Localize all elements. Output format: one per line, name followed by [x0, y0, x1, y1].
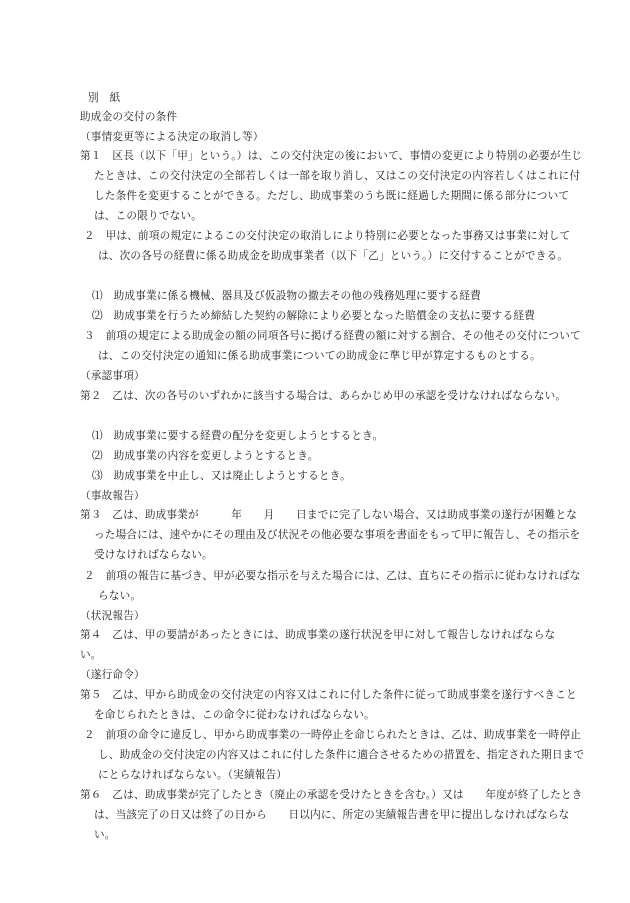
article-4: 第４ 乙は、甲の要請があったときには、助成事業の遂行状況を甲に対して報告しなければならない。: [80, 629, 556, 661]
section-heading: （承認事項）: [80, 370, 145, 382]
list-item: ⑴ 助成事業に要する経費の配分を変更しようとするとき。: [92, 430, 384, 442]
article-2: 第２ 乙は、次の各号のいずれかに該当する場合は、あらかじめ甲の承認を受けなければならない。: [80, 390, 567, 402]
section-heading: （状況報告）: [80, 610, 145, 622]
appendix-label: 別 紙: [88, 92, 121, 104]
article-1-paragraph-2: ２ 甲は、前項の規定によるこの交付決定の取消しにより特別に必要となった事務又は事業に対しては、次の各号の経費に係る助成金を助成事業者（以下「乙」という。）に交付することができる。: [84, 230, 571, 262]
document-title: 助成金の交付の条件: [80, 111, 178, 123]
section-heading: （遂行命令）: [80, 669, 145, 681]
article-3: 第３ 乙は、助成事業が 年 月 日までに完了しない場合、又は助成事業の遂行が困難となった場合には、速やかにその理由及び状況その他必要な事項を書面をもって甲に報告し、その指示を受けなければならない。: [80, 509, 581, 561]
article-3-paragraph-2: ２ 前項の報告に基づき、甲が必要な指示を与えた場合には、乙は、直ちにその指示に従わなければならない。: [84, 570, 581, 602]
section-heading: （事情変更等による決定の取消し等）: [80, 131, 264, 143]
list-item: ⑴ 助成事業に係る機械、器具及び仮設物の撤去その他の残務処理に要する経費: [92, 290, 482, 302]
article-5: 第５ 乙は、甲から助成金の交付決定の内容又はこれに付した条件に従って助成事業を遂行すべきことを命じられたときは、この命令に従わなければならない。: [80, 689, 577, 721]
article-5-paragraph-2: ２ 前項の命令に違反し、甲から助成事業の一時停止を命じられたときは、乙は、助成事業を一時停止し、助成金の交付決定の内容又はこれに付した条件に適合させるための措置を、指定された期日までにとらなければならない。（実績報告）: [84, 729, 585, 781]
list-item: ⑵ 助成事業を行うため締結した契約の解除により必要となった賠償金の支払に要する経費: [92, 310, 536, 322]
article-1-paragraph-3: ３ 前項の規定による助成金の額の同項各号に掲げる経費の額に対する割合、その他その交付については、この交付決定の通知に係る助成事業についての助成金に準じ甲が算定するものとする。: [84, 330, 581, 362]
list-item: ⑵ 助成事業の内容を変更しようとするとき。: [92, 450, 319, 462]
section-heading: （事故報告）: [80, 490, 145, 502]
article-1: 第１ 区長（以下「甲」という。）は、この交付決定の後において、事情の変更により特別の必要が生じたときは、この交付決定の全部若しくは一部を取り消し、又はこの交付決定の内容若しくはこれに付した条件を変更することができる。ただし、助成事業のうち既に経過した期間に係る部分については、この限りでない。: [80, 150, 583, 222]
list-item: ⑶ 助成事業を中止し、又は廃止しようとするとき。: [92, 470, 351, 482]
article-6: 第６ 乙は、助成事業が完了したとき（廃止の承認を受けたときを含む。）又は 年度が終了したときは、当該完了の日又は終了の日から 日以内に、所定の実績報告書を甲に提出しなければならない。: [80, 789, 583, 841]
